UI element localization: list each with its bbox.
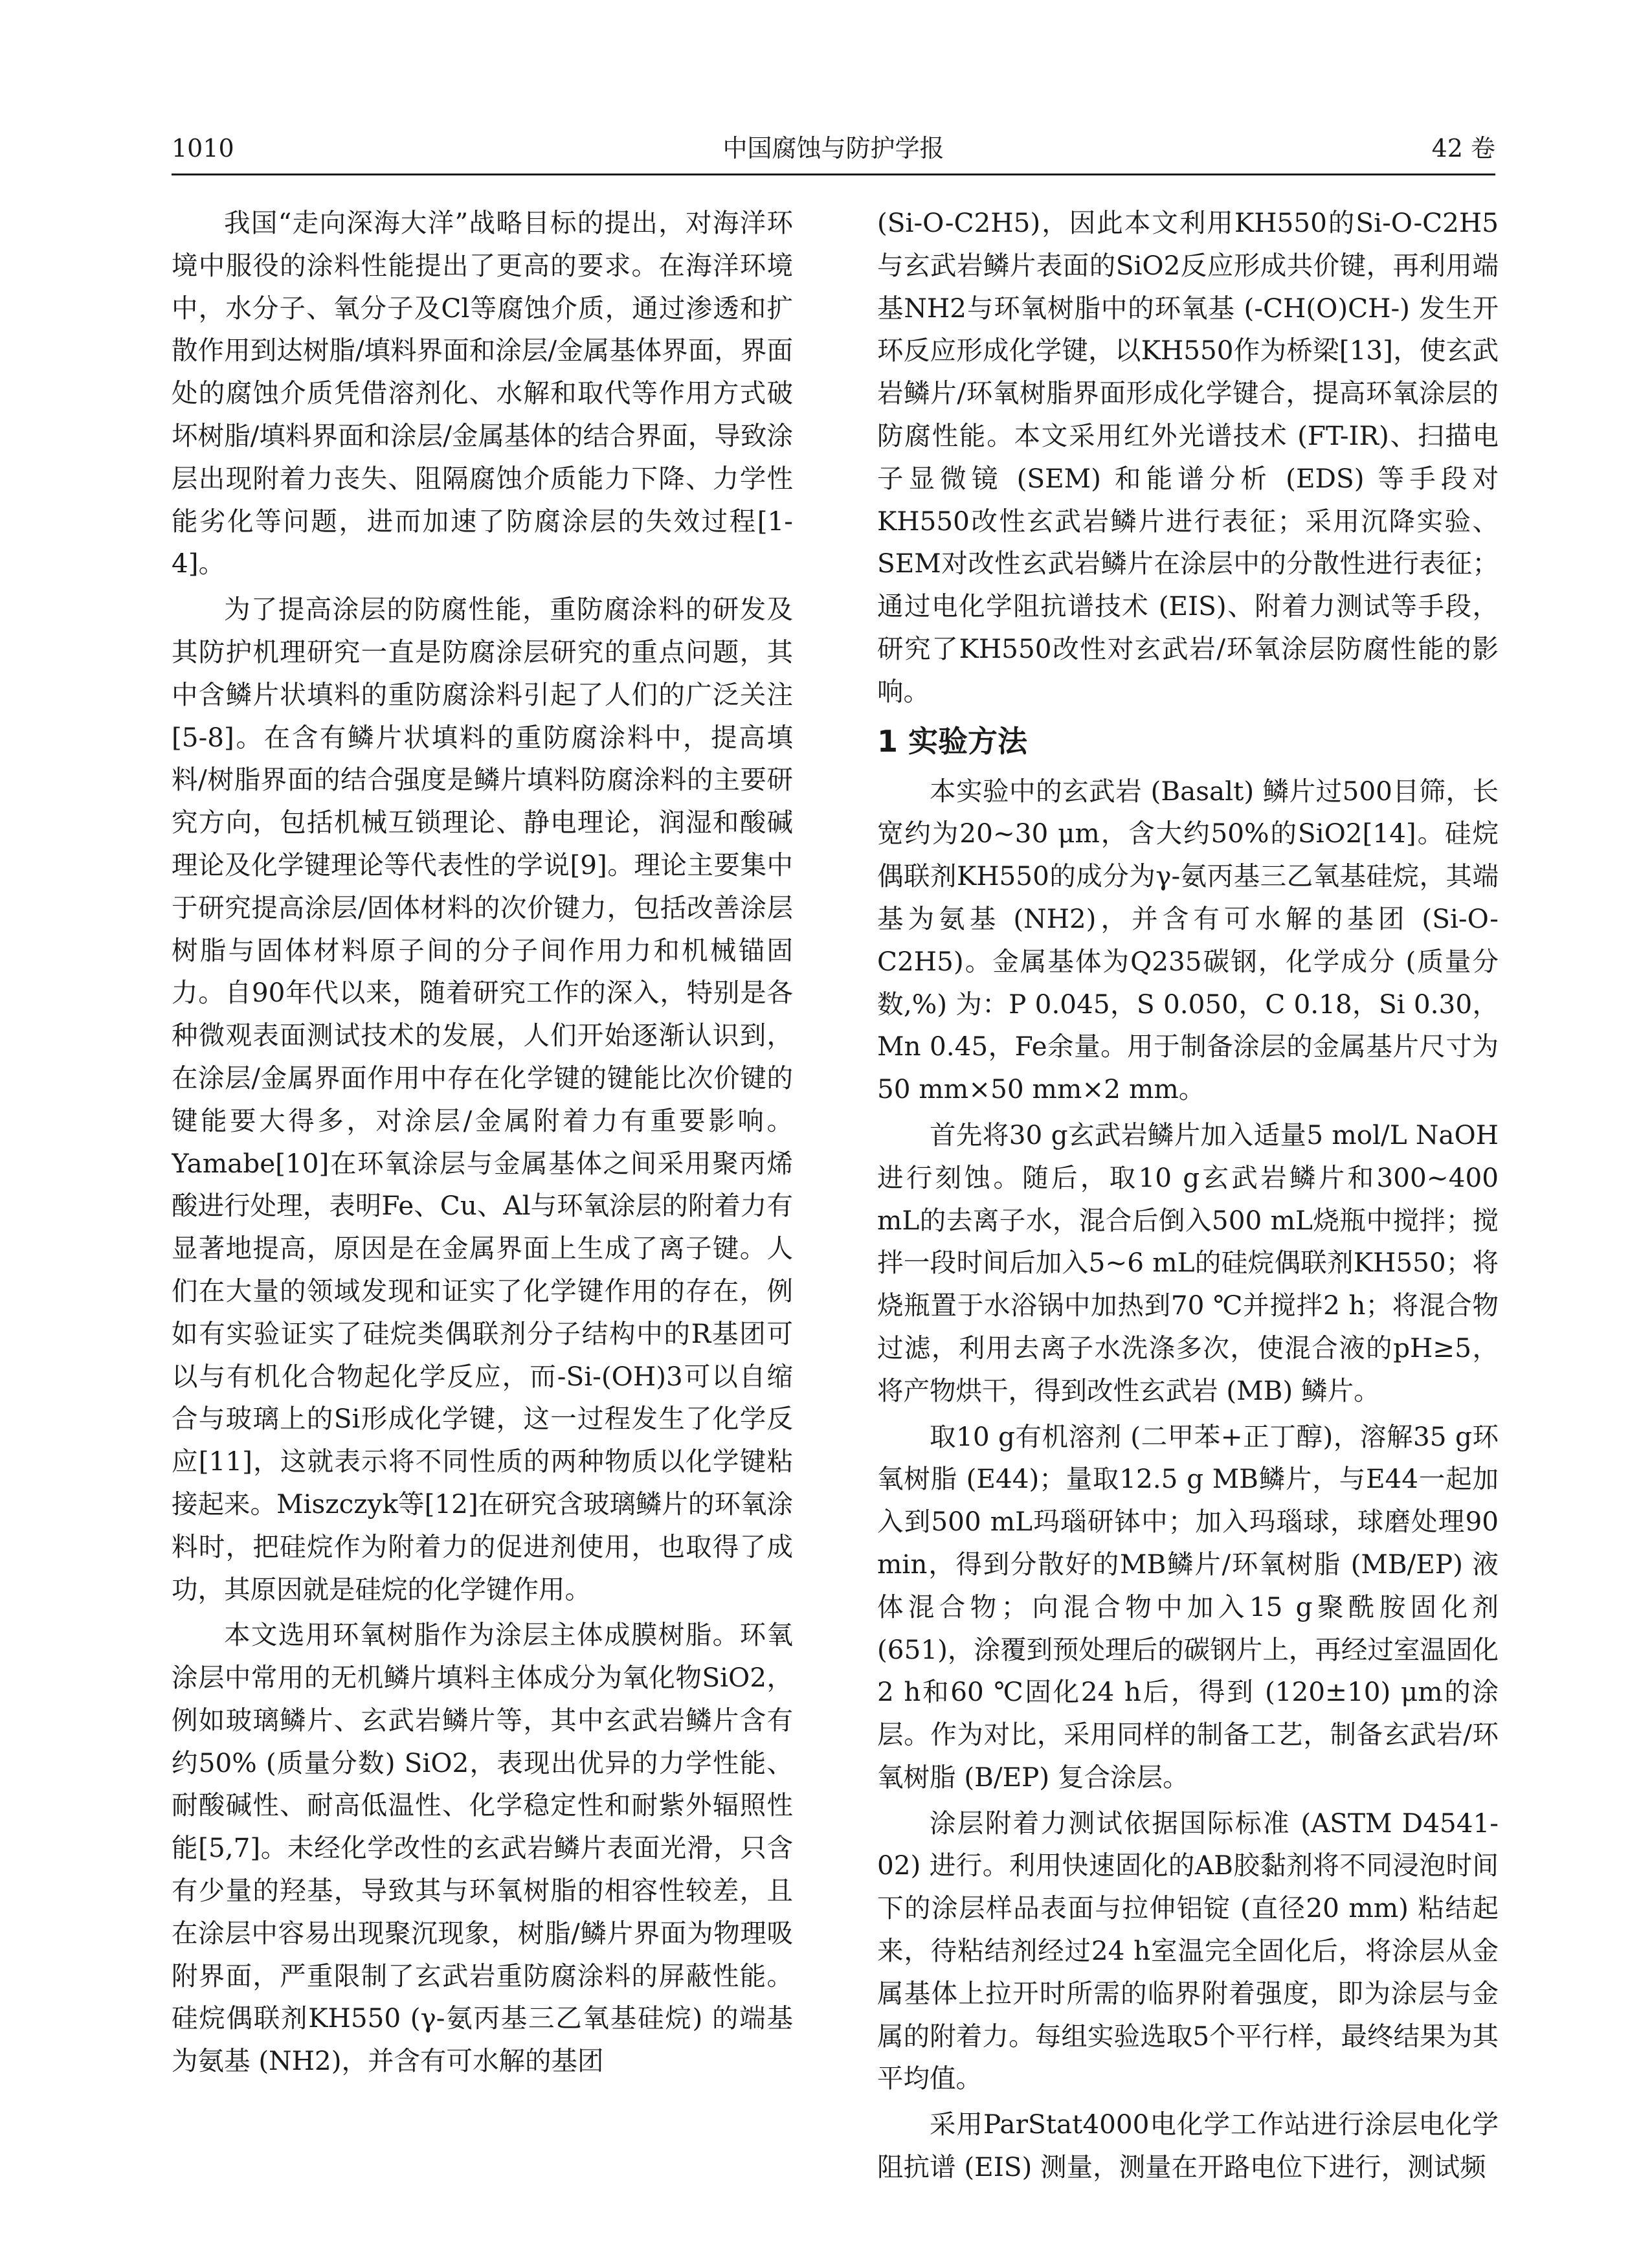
- left-column: [172, 202, 793, 2209]
- paragraph-adhesion-test: 涂层附着力测试依据国际标准 (ASTM D4541-02) 进行。利用快速固化的AB胶黏剂将不同浸泡时间下的涂层样品表面与拉伸铝锭 (直径20 mm) 粘结起来，待粘结剂经过24 h室温完全固化后，将涂层从金属基体上拉开时所需的临界附着强度，即为涂层与金属的附着力。每组实验选取5个平行样，最终结果为其平均值。: [877, 1807, 1499, 2094]
- page-header: [172, 128, 1495, 168]
- paragraph-coating-preparation: 取10 g有机溶剂 (二甲苯+正丁醇)，溶解35 g环氧树脂 (E44)；量取12.5 g MB鳞片，与E44一起加入到500 mL玛瑙研钵中；加入玛瑙球，球磨处理90 min，得到分散好的MB鳞片/环氧树脂 (MB/EP) 液体混合物；向混合物中加入15 g聚酰胺固化剂 (651)，涂覆到预处理后的碳钢片上，再经过室温固化2 h和60 ℃固化24 h后，得到 (120±10) μm的涂层。作为对比，采用同样的制备工艺，制备玄武岩/环氧树脂 (B/EP) 复合涂层。: [877, 1420, 1499, 1793]
- paragraph-materials: 本实验中的玄武岩 (Basalt) 鳞片过500目筛，长宽约为20~30 μm，含大约50%的SiO2[14]。硅烷偶联剂KH550的成分为γ-氨丙基三乙氧基硅烷，其端基为氨基 (NH2)，并含有可水解的基团 (Si-O-C2H5)。金属基体为Q235碳钢，化学成分 (质量分数,%) 为：P 0.045，S 0.050，C 0.18，Si 0.30，Mn 0.45，Fe余量。用于制备涂层的金属基片尺寸为50 mm×50 mm×2 mm。: [877, 775, 1499, 1105]
- volume-label: 42 卷: [1431, 134, 1495, 163]
- header-rule: [172, 174, 1495, 175]
- journal-title: 中国腐蚀与防护学报: [722, 134, 944, 163]
- page-number: 1010: [172, 134, 234, 163]
- paragraph-eis: 采用ParStat4000电化学工作站进行涂层电化学阻抗谱 (EIS) 测量，测量在开路电位下进行，测试频: [877, 2109, 1499, 2183]
- paragraph-continuation: (Si-O-C2H5)，因此本文利用KH550的Si-O-C2H5与玄武岩鳞片表面的SiO2反应形成共价键，再利用端基NH2与环氧树脂中的环氧基 (-CH(O)CH-) 发生开环反应形成化学键，以KH550作为桥梁[13]，使玄武岩鳞片/环氧树脂界面形成化学键合，提高环氧涂层的防腐性能。本文采用红外光谱技术 (FT-IR)、扫描电子显微镜 (SEM) 和能谱分析 (EDS) 等手段对KH550改性玄武岩鳞片进行表征；采用沉降实验、SEM对改性玄武岩鳞片在涂层中的分散性进行表征；通过电化学阻抗谱技术 (EIS)、附着力测试等手段，研究了KH550改性对玄武岩/环氧涂层防腐性能的影响。: [877, 207, 1499, 707]
- right-column: [877, 202, 1499, 2209]
- paragraph-modification: 首先将30 g玄武岩鳞片加入适量5 mol/L NaOH进行刻蚀。随后，取10 g玄武岩鳞片和300~400 mL的去离子水，混合后倒入500 mL烧瓶中搅拌；搅拌一段时间后加入5~6 mL的硅烷偶联剂KH550；将烧瓶置于水浴锅中加热到70 ℃并搅拌2 h；将混合物过滤，利用去离子水洗涤多次，使混合液的pH≥5，将产物烘干，得到改性玄武岩 (MB) 鳞片。: [877, 1119, 1499, 1406]
- paragraph-anticorrosion-research: 为了提高涂层的防腐性能，重防腐涂料的研发及其防护机理研究一直是防腐涂层研究的重点问题，其中含鳞片状填料的重防腐涂料引起了人们的广泛关注[5-8]。在含有鳞片状填料的重防腐涂料中，提高填料/树脂界面的结合强度是鳞片填料防腐涂料的主要研究方向，包括机械互锁理论、静电理论，润湿和酸碱理论及化学键理论等代表性的学说[9]。理论主要集中于研究提高涂层/固体材料的次价键力，包括改善涂层树脂与固体材料原子间的分子间作用力和机械锚固力。自90年代以来，随着研究工作的深入，特别是各种微观表面测试技术的发展，人们开始逐渐认识到，在涂层/金属界面作用中存在化学键的键能比次价键的键能要大得多，对涂层/金属附着力有重要影响。Yamabe[10]在环氧涂层与金属基体之间采用聚丙烯酸进行处理，表明Fe、Cu、Al与环氧涂层的附着力有显著地提高，原因是在金属界面上生成了离子键。人们在大量的领域发现和证实了化学键作用的存在，例如有实验证实了硅烷类偶联剂分子结构中的R基团可以与有机化合物起化学反应，而-Si-(OH)3可以自缩合与玻璃上的Si形成化学键，这一过程发生了化学反应[11]，这就表示将不同性质的两种物质以化学键粘接起来。Miszczyk等[12]在研究含玻璃鳞片的环氧涂料时，把硅烷作为附着力的促进剂使用，也取得了成功，其原因就是硅烷的化学键作用。: [172, 594, 793, 1605]
- paragraph-epoxy-resin: 本文选用环氧树脂作为涂层主体成膜树脂。环氧涂层中常用的无机鳞片填料主体成分为氧化物SiO2，例如玻璃鳞片、玄武岩鳞片等，其中玄武岩鳞片含有约50% (质量分数) SiO2，表现出优异的力学性能、耐酸碱性、耐高低温性、化学稳定性和耐紫外辐照性能[5,7]。未经化学改性的玄武岩鳞片表面光滑，只含有少量的羟基，导致其与环氧树脂的相容性较差，且在涂层中容易出现聚沉现象，树脂/鳞片界面为物理吸附界面，严重限制了玄武岩重防腐涂料的屏蔽性能。硅烷偶联剂KH550 (γ-氨丙基三乙氧基硅烷) 的端基为氨基 (NH2)，并含有可水解的基团: [172, 1619, 793, 2077]
- section-heading: 1 实验方法: [877, 723, 1028, 759]
- paragraph-ocean-environment: 我国“走向深海大洋”战略目标的提出，对海洋环境中服役的涂料性能提出了更高的要求。在海洋环境中，水分子、氧分子及Cl等腐蚀介质，通过渗透和扩散作用到达树脂/填料界面和涂层/金属基体界面，界面处的腐蚀介质凭借溶剂化、水解和取代等作用方式破坏树脂/填料界面和涂层/金属基体的结合界面，导致涂层出现附着力丧失、阻隔腐蚀介质能力下降、力学性能劣化等问题，进而加速了防腐涂层的失效过程[1-4]。: [172, 207, 793, 579]
